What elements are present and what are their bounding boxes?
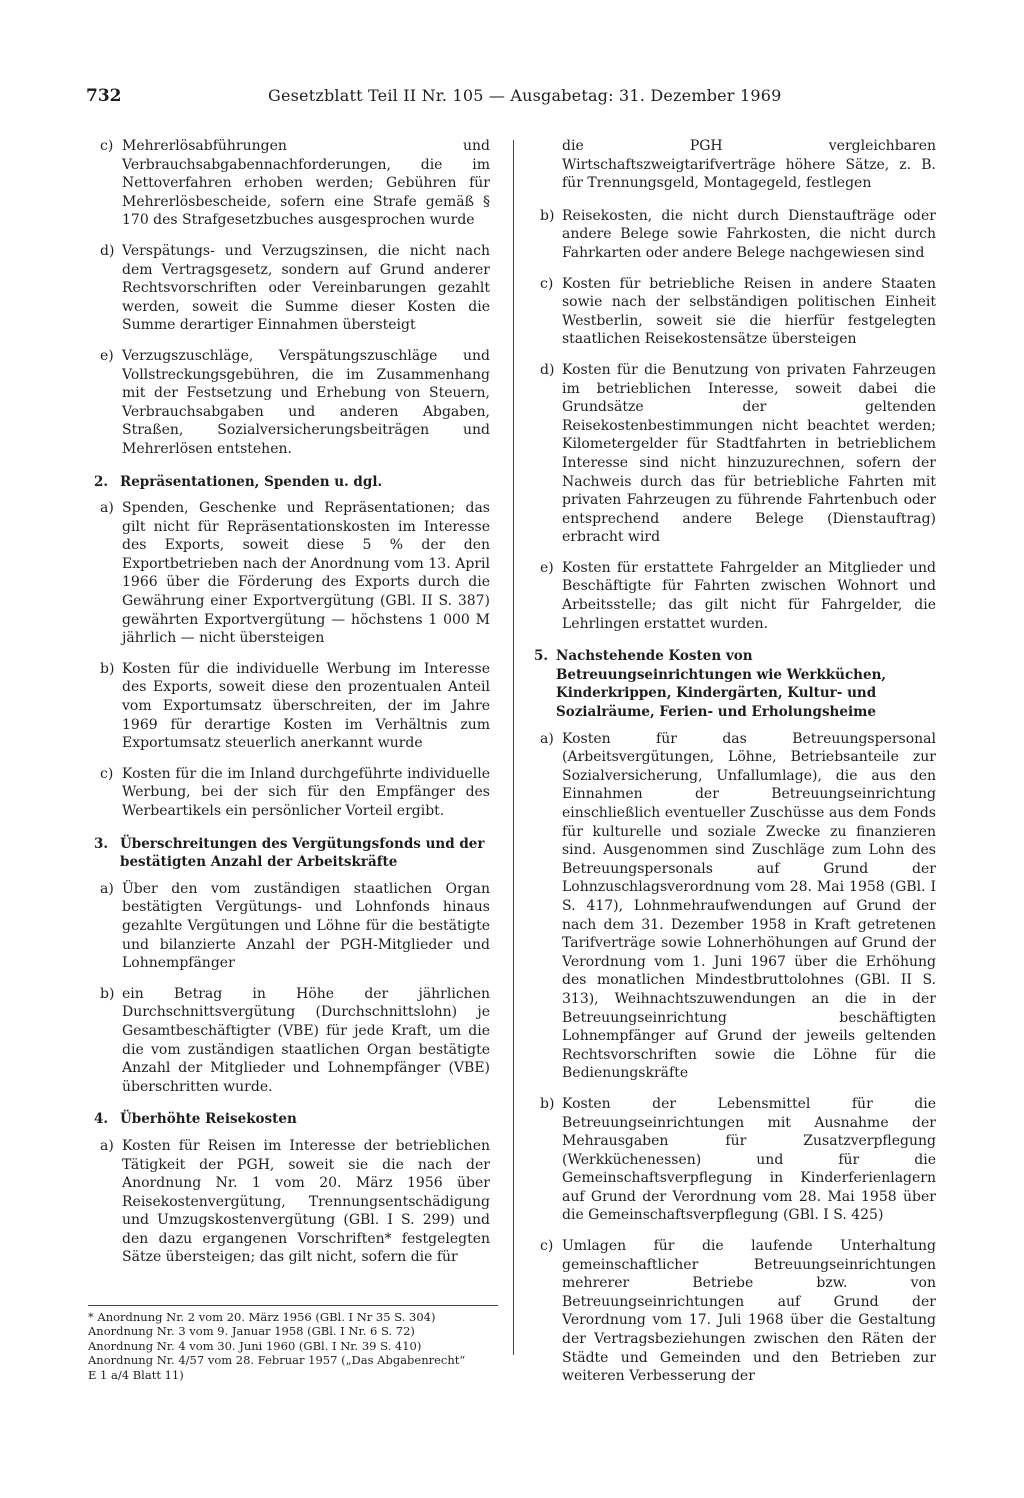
item-text: ein Betrag in Höhe der jährlichen Durchschnittsvergütung (Durchschnittslohn) je Gesamtbeschäftigter (VBE) für jede Kraft, um die die vom zuständigen staatlichen Organ bestätigte Anzahl der Mitglieder und Lohnempfänger (VBE) überschritten wurde. xyxy=(122,985,490,1095)
section-heading xyxy=(94,835,490,872)
section-3 xyxy=(94,835,490,1097)
list-item xyxy=(534,275,936,349)
list-item xyxy=(94,985,490,1097)
section-title: Repräsentationen, Spenden u. dgl. xyxy=(120,473,383,490)
column-divider xyxy=(513,140,514,1355)
item-label: e) xyxy=(100,347,114,364)
item-label: b) xyxy=(100,660,115,677)
list-item xyxy=(94,347,490,459)
section-title: Überhöhte Reisekosten xyxy=(120,1111,297,1128)
footnote: E 1 a/4 Blatt 11) xyxy=(88,1367,184,1382)
item-label: a) xyxy=(100,500,114,517)
running-head: Gesetzblatt Teil II Nr. 105 — Ausgabetag: 31. Dezember 1969 xyxy=(268,86,782,105)
continuation-text: die PGH vergleichbaren Wirtschaftszweigtarifverträge höhere Sätze, z. B. für Trennungsgeld, Montagegeld, festlegen xyxy=(562,138,936,192)
item-label: c) xyxy=(100,765,114,782)
page-header xyxy=(86,86,936,112)
item-text: Kosten für erstattete Fahrgelder an Mitglieder und Beschäftigte für Fahrten zwischen Wohnort und Arbeitsstelle; das gilt nicht für Fahrgelder, die Lehrlingen erstattet wurden. xyxy=(562,559,936,632)
section-number: 2. xyxy=(94,473,109,490)
item-label: e) xyxy=(540,559,554,576)
item-text: Reisekosten, die nicht durch Dienstaufträge oder andere Belege sowie Fahrkosten, die nicht durch Fahrkarten oder andere Belege nachgewiesen sind xyxy=(562,207,936,261)
footnote: Anordnung Nr. 4 vom 30. Juni 1960 (GBl. I Nr. 39 S. 410) xyxy=(88,1338,422,1353)
item-label: c) xyxy=(540,1238,554,1255)
item-text: Kosten für Reisen im Interesse der betrieblichen Tätigkeit der PGH, soweit sie die nach der Anordnung Nr. 1 vom 20. März 1956 über Reisekostenvergütung, Trennungsentschädigung und Umzugskostenvergütung (GBl. I S. 299) und den dazu ergangenen Vorschriften* festgelegten Sätze übersteigen; das gilt nicht, sofern die für xyxy=(122,1137,490,1266)
item-label: d) xyxy=(100,242,115,259)
list-item xyxy=(94,660,490,753)
item-label: a) xyxy=(100,1137,114,1154)
item-label: c) xyxy=(100,138,114,154)
list-item xyxy=(534,730,936,1083)
item-label: b) xyxy=(100,985,115,1002)
footnote: * Anordnung Nr. 2 vom 20. März 1956 (GBl. I Nr 35 S. 304) xyxy=(88,1310,436,1324)
left-column xyxy=(94,137,490,1279)
item-text: Spenden, Geschenke und Repräsentationen; das gilt nicht für Repräsentationskosten im Interesse des Exports, soweit diese 5 % der den Exportbetrieben nach der Anordnung vom 13. April 1966 über die Förderung des Exports durch die Gewährung einer Exportvergütung (GBl. II S. 387) gewährten Exportvergütung — höchstens 1 000 M jährlich — nicht übersteigen xyxy=(122,500,490,647)
item-text: Kosten der Lebensmittel für die Betreuungseinrichtungen mit Ausnahme der Mehrausgaben für Zusatzverpflegung (Werkküchenessen) und für die Gemeinschaftsverpflegung in Kinderferienlagern auf Grund der Verordnung vom 28. Mai 1958 über die Gemeinschaftsverpflegung (GBl. I S. 425) xyxy=(562,1095,936,1224)
section-2 xyxy=(94,473,490,821)
page-number: 732 xyxy=(86,86,122,106)
section-4 xyxy=(94,1110,490,1267)
item-text: Mehrerlösabführungen und Verbrauchsabgabennachforderungen, die im Nettoverfahren erhoben werden; Gebühren für Mehrerlösbescheide, sofern eine Strafe gemäß § 170 des Strafgesetzbuches ausgesprochen wurde xyxy=(122,138,490,229)
section-heading xyxy=(534,647,936,721)
footnote: Anordnung Nr. 4/57 vom 28. Februar 1957 („Das Abgabenrecht“ xyxy=(88,1353,466,1368)
item-text: Kosten für die im Inland durchgeführte individuelle Werbung, bei der sich für den Empfänger des Werbeartikels ein persönlicher Vorteil ergibt. xyxy=(122,765,490,819)
list-item xyxy=(534,361,936,547)
list-item xyxy=(94,242,490,335)
list-item xyxy=(94,765,490,821)
list-item xyxy=(534,559,936,633)
list-item xyxy=(534,207,936,263)
section-number: 3. xyxy=(94,835,109,852)
item-text: Über den vom zuständigen staatlichen Organ bestätigten Vergütungs- und Lohnfonds hinaus gezahlte Vergütungen und Löhne für die bestätigte und bilanzierte Anzahl der PGH-Mitglieder und Lohnempfänger xyxy=(122,880,490,972)
section-heading xyxy=(94,1110,490,1129)
section-title: Nachstehende Kosten von Betreuungseinrichtungen wie Werkküchen, Kinderkrippen, Kindergärten, Kultur- und Sozialräume, Ferien- und Erholungsheime xyxy=(556,648,887,721)
section-title: Überschreitungen des Vergütungsfonds und der bestätigten Anzahl der Arbeitskräfte xyxy=(120,835,485,871)
section-heading xyxy=(94,473,490,492)
item-label: a) xyxy=(540,730,554,747)
item-text: Kosten für die individuelle Werbung im Interesse des Exports, soweit diese den prozentualen Anteil vom Exportumsatz überschreiten, der im Jahre 1969 für derartige Kosten im Verhältnis zum Exportumsatz steuerlich anerkannt wurde xyxy=(122,660,490,752)
footnote: Anordnung Nr. 3 vom 9. Januar 1958 (GBl. I Nr. 6 S. 72) xyxy=(88,1324,415,1339)
list-item xyxy=(94,1137,490,1267)
item-text: Verspätungs- und Verzugszinsen, die nicht nach dem Vertragsgesetz, sondern auf Grund anderer Rechtsvorschriften oder Vereinbarungen gezahlt werden, soweit die Summe dieser Kosten die Summe derartiger Einnahmen übersteigt xyxy=(122,242,490,334)
list-item xyxy=(534,1237,936,1386)
item-label: b) xyxy=(540,207,555,224)
item-text: Kosten für das Betreuungspersonal (Arbeitsvergütungen, Löhne, Betriebsanteile zur Sozialversicherung, Unfallumlage), die aus den Einnahmen der Betreuungseinrichtung einschließlich eventueller Zuschüsse aus dem Fonds für kulturelle und soziale Zwecke zu finanzieren sind. Ausgenommen sind Zuschläge zum Lohn des Betreuungspersonals auf Grund der Lohnzuschlagsverordnung vom 28. Mai 1958 (GBl. I S. 417), Lohnmehraufwendungen auf Grund der nach dem 31. Dezember 1958 in Kraft getretenen Tarifverträge sowie Lohnerhöhungen auf Grund der Verordnung vom 1. Juni 1967 über die Erhöhung des monatlichen Mindestbruttolohnes (GBl. II S. 313), Weihnachtszuwendungen an die in der Betreuungseinrichtung beschäftigten Lohnempfänger auf Grund der jeweils geltenden Rechtsvorschriften sowie die Löhne für die Bedienungskräfte xyxy=(562,730,936,1082)
footnotes xyxy=(88,1305,498,1382)
list-item xyxy=(94,137,490,230)
item-text: Kosten für betriebliche Reisen in andere Staaten sowie nach der selbständigen politischen Einheit Westberlin, soweit sie die hierfür festgelegten staatlichen Reisekostensätze übersteigen xyxy=(562,275,936,348)
section-number: 5. xyxy=(534,648,549,665)
item-label: d) xyxy=(540,361,555,378)
list-item xyxy=(94,499,490,648)
item-label: c) xyxy=(540,275,554,292)
section-number: 4. xyxy=(94,1111,109,1128)
list-item xyxy=(534,1095,936,1225)
section-5 xyxy=(534,647,936,1386)
list-item xyxy=(94,880,490,973)
right-column xyxy=(534,137,936,1398)
item-label: b) xyxy=(540,1095,555,1112)
item-text: Kosten für die Benutzung von privaten Fahrzeugen im betrieblichen Interesse, soweit dabei die Grundsätze der geltenden Reisekostenbestimmungen nicht beachtet werden; Kilometergelder für Stadtfahrten in betrieblichem Interesse sind nicht hinzuzurechnen, sofern der Nachweis durch das für betriebliche Fahrten mit privaten Fahrzeugen zu führende Fahrtenbuch oder entsprechend andere Belege (Dienstauftrag) erbracht wird xyxy=(562,361,936,546)
item-text: Umlagen für die laufende Unterhaltung gemeinschaftlicher Betreuungseinrichtungen mehrerer Betriebe bzw. von Betreuungseinrichtungen auf Grund der Verordnung vom 17. Juli 1968 über die Gestaltung der Vertragsbeziehungen zwischen den Räten der Städte und Gemeinden und den Betrieben zur weiteren Verbesserung der xyxy=(562,1238,936,1385)
item-text: Verzugszuschläge, Verspätungszuschläge und Vollstreckungsgebühren, die im Zusammenhang mit der Festsetzung und Erhebung von Steuern, Verbrauchsabgaben und anderen Abgaben, Straßen, Sozialversicherungsbeiträgen und Mehrerlösen entstehen. xyxy=(122,347,490,457)
item-label: a) xyxy=(100,880,114,897)
